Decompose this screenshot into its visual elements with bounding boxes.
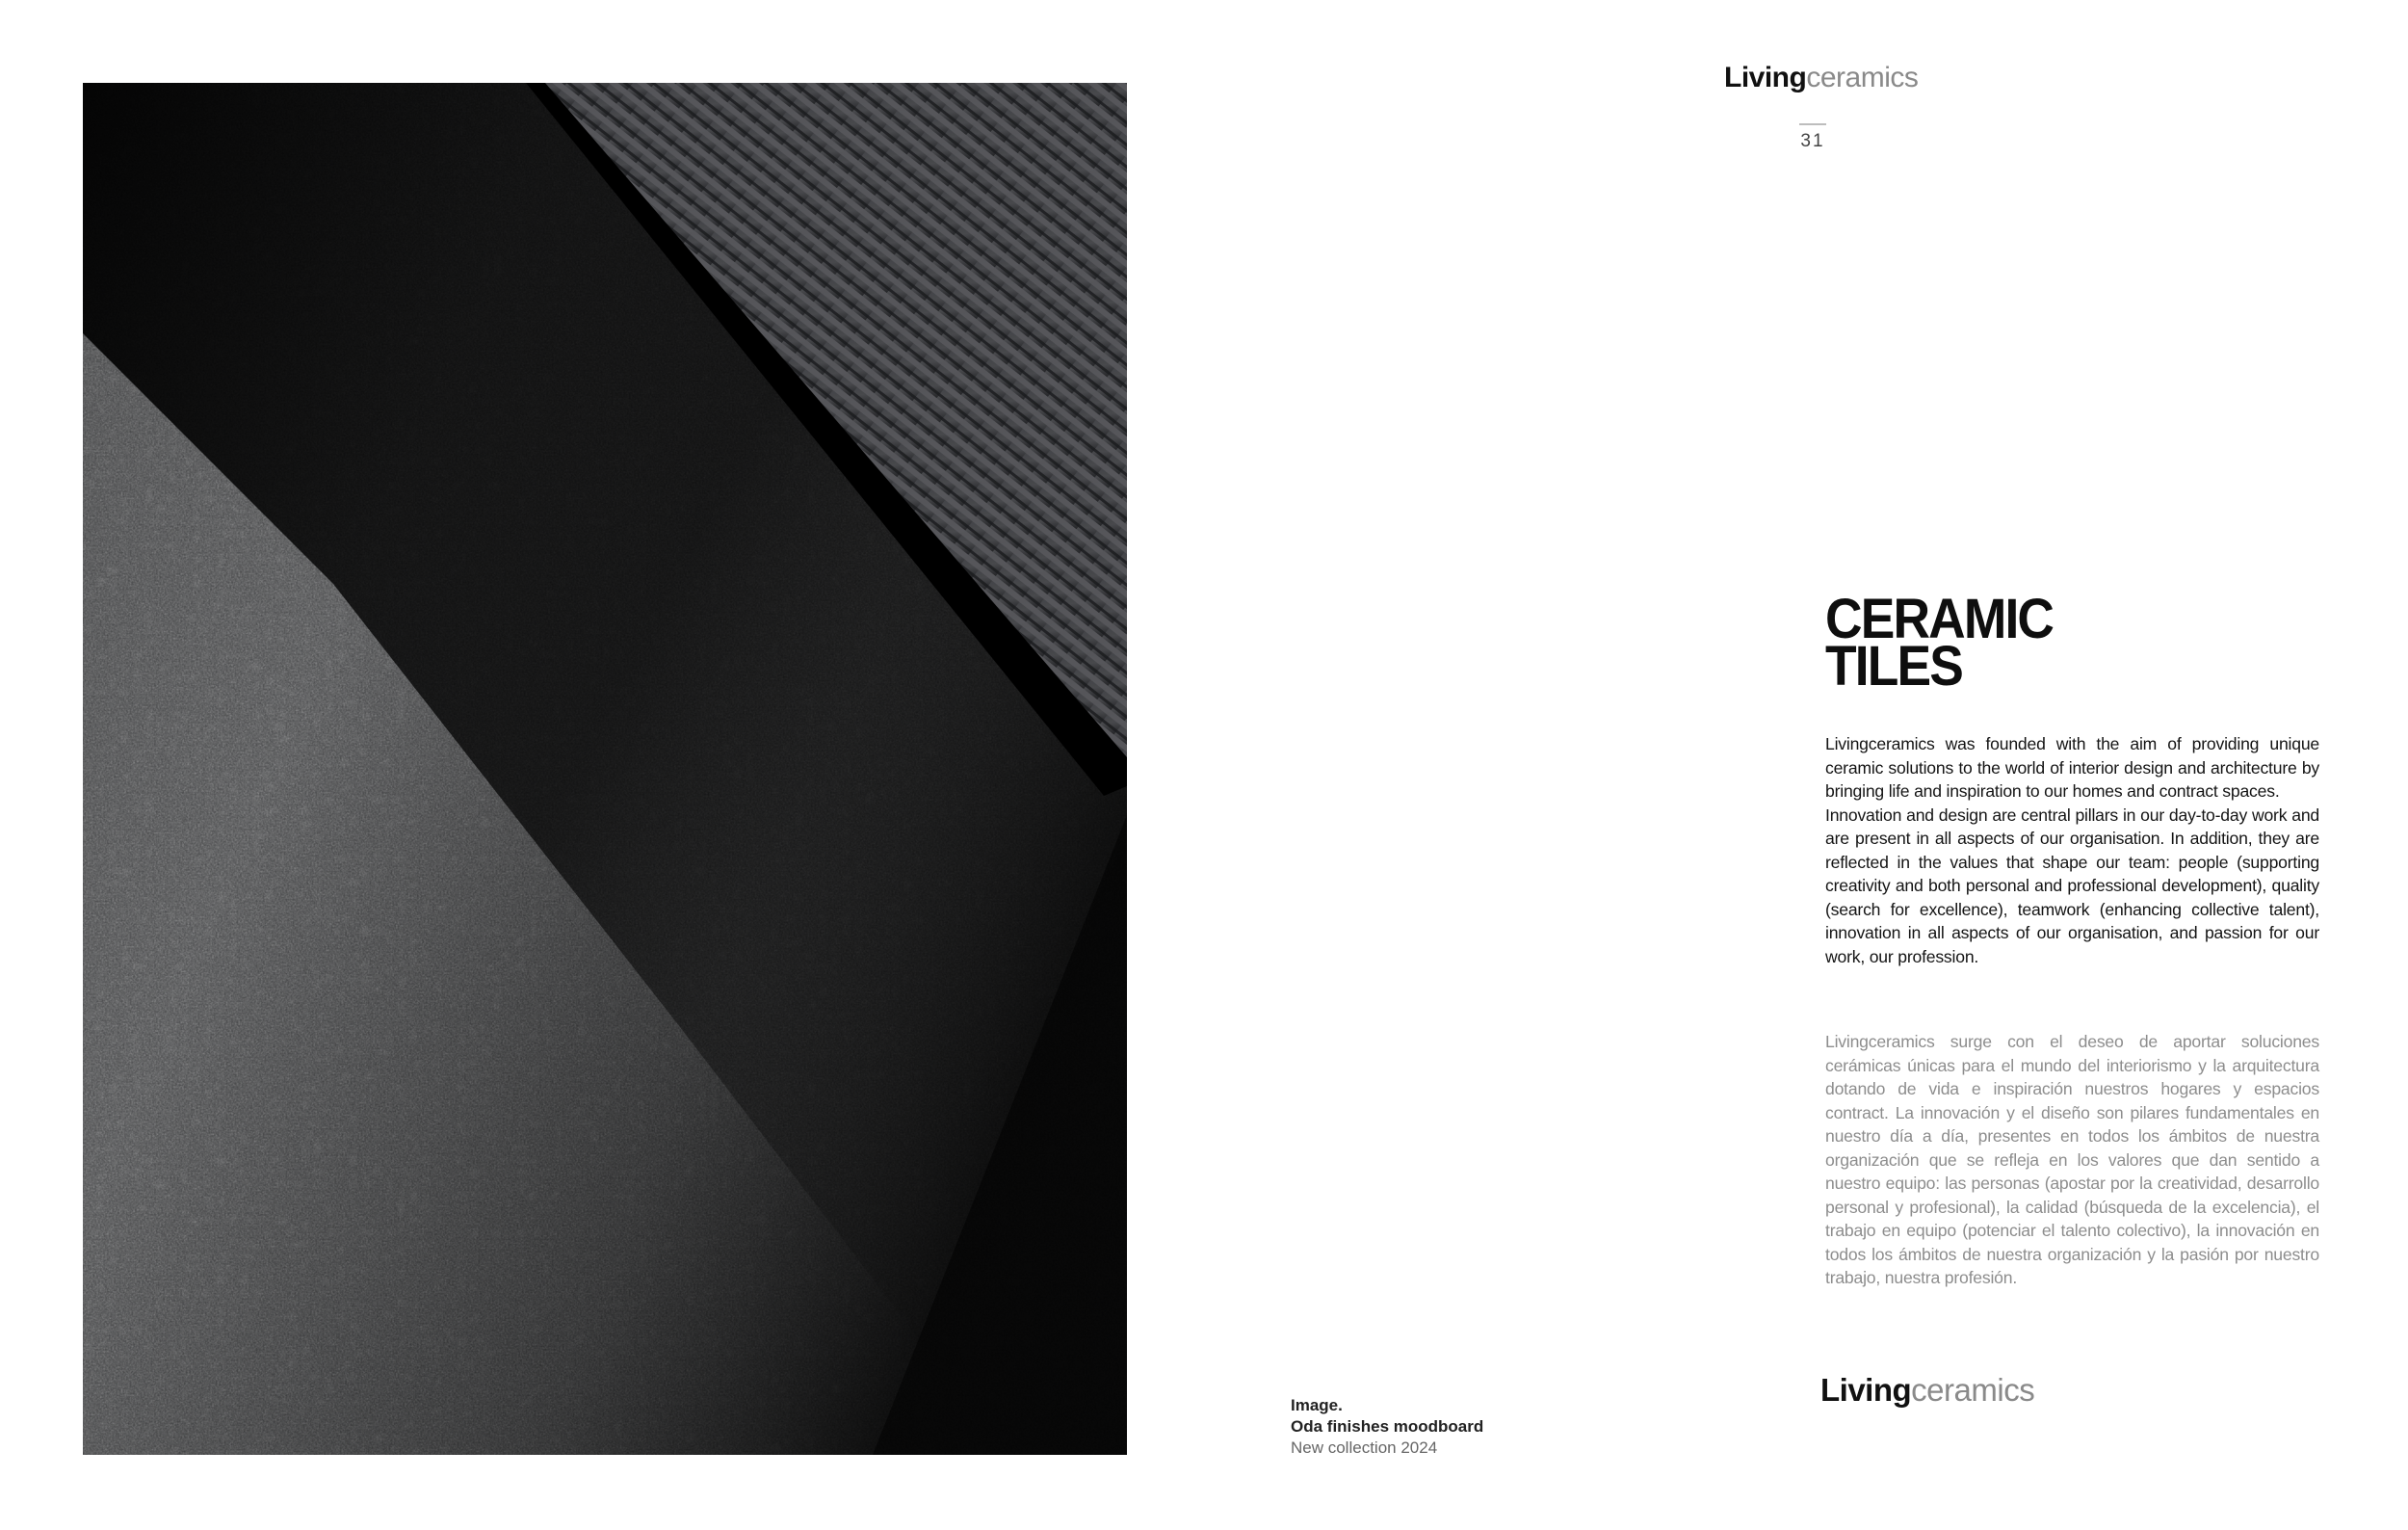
header-divider [1799,123,1826,125]
image-caption [1291,1395,1541,1459]
moodboard-photo [83,83,1127,1455]
caption-label: Image. [1291,1396,1343,1414]
caption-title: Oda finishes moodboard [1291,1417,1484,1436]
caption-subtitle: New collection 2024 [1291,1438,1438,1457]
spanish-paragraph: Livingceramics surge con el deseo de aportar soluciones cerámicas únicas para el mundo del interiorismo y la arquitectura dotando de vida e inspiración nuestros hogares y espacios contract. La innovación y el diseño son pilares fundamentales en nuestro día a día, presentes en todos los ámbitos de nuestra organización que se refleja en los valores que dan sentido a nuestro equipo: las personas (apostar por la creatividad, desarrollo personal y profesional), la calidad (búsqueda de la excelencia), el trabajo en equipo (potenciar el talento colectivo), la innovación en todos los ámbitos de nuestra organización y la pasión por nuestro trabajo, nuestra profesión. [1825,1032,2319,1287]
title-line-1: CERAMIC [1825,588,2054,650]
section-title [1825,588,2091,698]
body-text-english [1825,732,2319,968]
footer-brand-logo [1820,1372,2052,1409]
english-paragraph-1: Livingceramics was founded with the aim of providing unique ceramic solutions to the world of interior design and architecture by bringing life and inspiration to our homes and contract spaces. [1825,734,2319,801]
logo-word-living: Living [1724,62,1807,93]
title-line-2: TILES [1825,635,1962,698]
english-paragraph-2: Innovation and design are central pillars in our day-to-day work and are present in all aspects of our organisation. In addition, they are reflected in the values that shape our team: people (supporting creativity and both personal and professional development), quality (search for excellence), teamwork (enhancing collective talent), innovation in all aspects of our organisation, and passion for our work, our profession. [1825,805,2319,966]
footer-logo-word-ceramics: ceramics [1911,1372,2035,1408]
logo-word-ceramics: ceramics [1806,62,1919,93]
stone-texture-image [83,83,1127,1455]
header-brand-logo [1724,62,1919,94]
body-text-spanish [1825,1030,2319,1290]
page-number: 31 [1800,131,1825,151]
footer-logo-word-living: Living [1820,1372,1912,1408]
